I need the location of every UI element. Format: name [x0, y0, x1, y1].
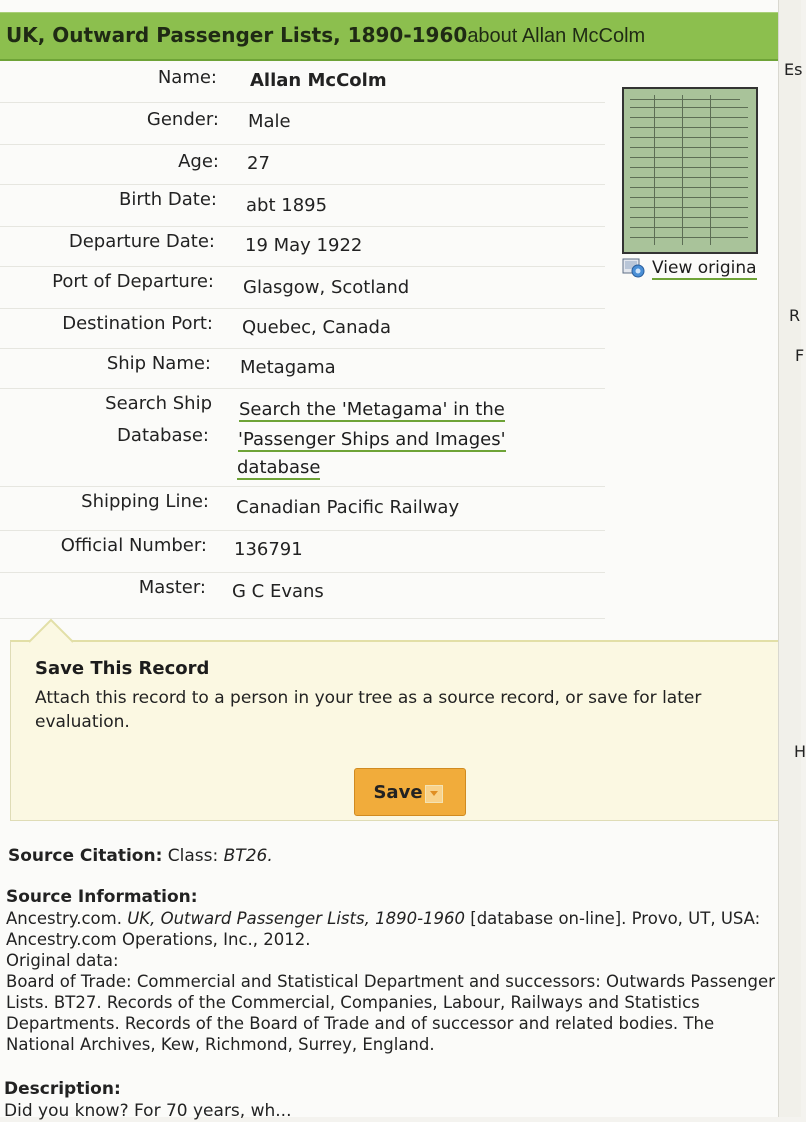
field-value-ship-name: Metagama [240, 357, 336, 378]
field-value-port-of-departure: Glasgow, Scotland [243, 277, 410, 298]
field-value-master: G C Evans [232, 581, 324, 602]
field-value-destination-port: Quebec, Canada [242, 317, 391, 338]
field-label: Port of Departure: [52, 271, 214, 292]
collection-header [0, 12, 778, 61]
field-label: Ship Name: [106, 353, 211, 374]
description-text: Did you know? For 70 years, wh... [4, 1101, 292, 1121]
field-value-search-ship [237, 452, 320, 484]
edge-text: F [795, 346, 805, 365]
row-official-number [0, 530, 605, 573]
row-shipping-line [0, 486, 605, 531]
field-label: Destination Port: [62, 313, 213, 334]
field-label: Gender: [146, 109, 219, 130]
source-citation-heading: Source Citation: [8, 846, 163, 866]
save-button-label: Save [373, 782, 423, 803]
row-search-ship-database [0, 388, 605, 487]
field-value-shipping-line: Canadian Pacific Railway [236, 497, 460, 518]
field-label: Official Number: [60, 535, 207, 556]
field-label: Departure Date: [68, 231, 215, 252]
row-departure-date [0, 226, 605, 267]
source-information [6, 886, 781, 1055]
field-label: Shipping Line: [81, 491, 209, 512]
field-value-name: Allan McColm [250, 70, 387, 91]
record-detail-table [0, 62, 605, 622]
view-original-label: View origina [652, 258, 757, 278]
field-label: Birth Date: [118, 189, 217, 210]
record-image-thumbnail[interactable] [622, 87, 758, 254]
search-ship-link-line2[interactable]: 'Passenger Ships and Images' [238, 429, 506, 450]
row-birth-date [0, 184, 605, 227]
search-ship-link-line3[interactable]: database [237, 457, 321, 478]
field-label: Database: [117, 425, 209, 446]
field-value-birth-date: abt 1895 [246, 195, 328, 216]
collection-title: UK, Outward Passenger Lists, 1890-1960 [6, 23, 468, 47]
field-value-search-ship [239, 394, 505, 426]
save-record-title: Save This Record [35, 658, 210, 679]
row-port-of-departure [0, 266, 605, 309]
field-value-departure-date: 19 May 1922 [245, 235, 363, 256]
edge-text: H [794, 742, 806, 761]
description [4, 1078, 779, 1122]
save-button[interactable] [354, 768, 466, 816]
search-ship-link-line1[interactable]: Search the 'Metagama' in the [239, 399, 505, 420]
edge-text: R [789, 306, 801, 325]
description-heading: Description: [4, 1079, 121, 1099]
chevron-down-icon[interactable] [425, 785, 443, 803]
source-citation [8, 846, 273, 866]
row-destination-port [0, 308, 605, 349]
about-person: about Allan McColm [467, 25, 646, 47]
field-label: Master: [138, 577, 206, 598]
original-data-text: Board of Trade: Commercial and Statistical Department and successors: Outwards Passenger Lists. BT27. Records of the Commercial, Companies, Labour, Railways and Statistics Departments. Records of the Board of Trade and of successor and related bodies. The National Archives, Kew, Richmond, Surrey, England. [6, 972, 775, 1054]
field-value-official-number: 136791 [234, 539, 303, 560]
save-record-panel [10, 640, 780, 821]
source-citation-prefix: Class: [162, 846, 224, 866]
image-viewer-icon [622, 258, 646, 278]
view-original-link[interactable] [622, 258, 757, 278]
field-value-age: 27 [247, 153, 270, 174]
row-gender [0, 102, 605, 145]
source-database-details: [database on-line]. Provo, UT, USA: Ancestry.com Operations, Inc., 2012. [6, 909, 761, 949]
original-data-label: Original data: [6, 951, 119, 970]
row-ship-name [0, 348, 605, 389]
row-name [0, 62, 605, 103]
page-title [6, 23, 645, 48]
field-value-gender: Male [248, 111, 291, 132]
field-label: Name: [157, 67, 217, 88]
save-record-description: Attach this record to a person in your tree as a source record, or save for later evaluation. [35, 688, 702, 732]
adjacent-page-edge [778, 0, 806, 1117]
source-citation-class: BT26. [223, 846, 273, 866]
source-publisher: Ancestry.com. [6, 909, 128, 928]
callout-pointer [29, 618, 73, 642]
source-database-title: UK, Outward Passenger Lists, 1890-1960 [127, 909, 466, 928]
row-master [0, 572, 605, 619]
row-age [0, 144, 605, 185]
field-label: Search Ship [105, 393, 212, 414]
source-information-heading: Source Information: [6, 887, 198, 907]
edge-text: Es [784, 60, 803, 79]
field-label: Age: [178, 151, 219, 172]
